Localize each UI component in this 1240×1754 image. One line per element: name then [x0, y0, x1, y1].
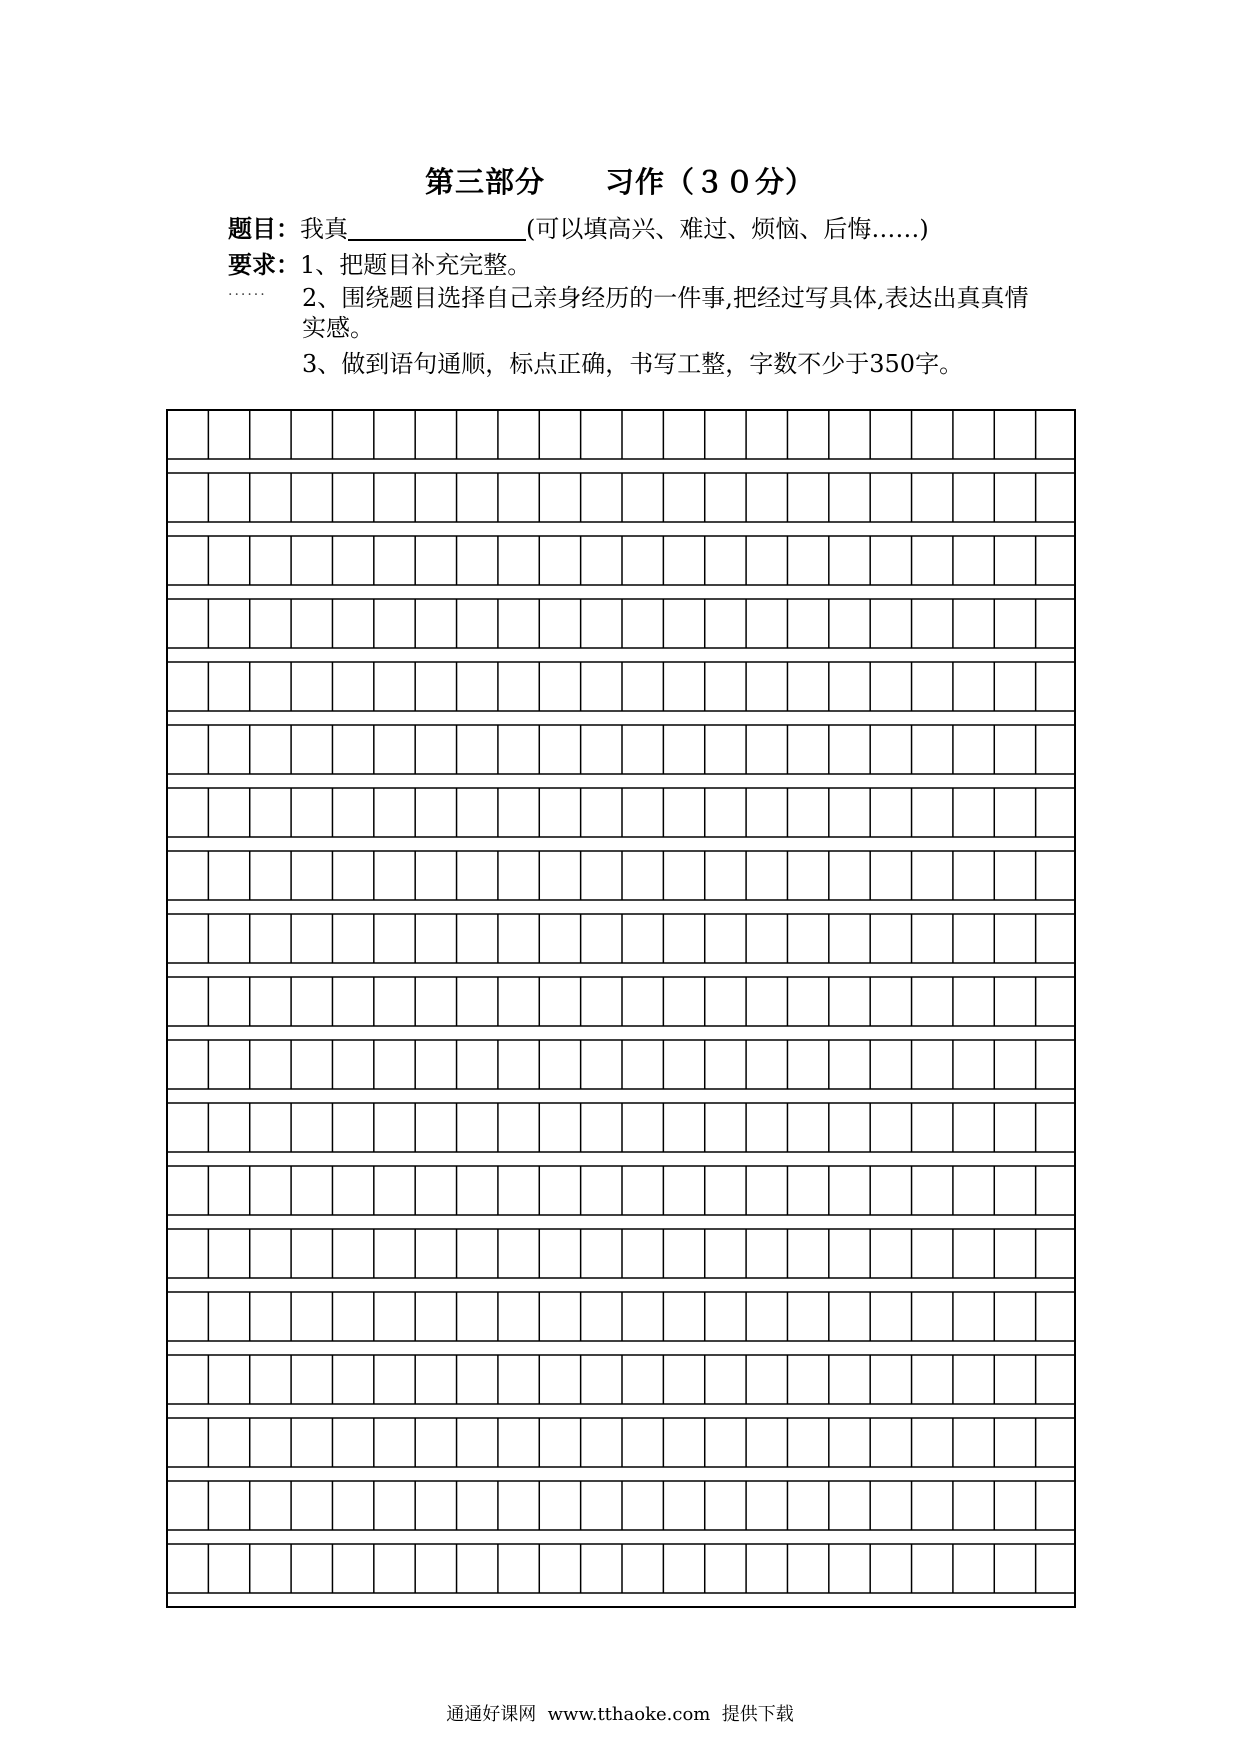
requirement-item-3: 3、做到语句通顺，标点正确，书写工整，字数不少于350字。: [302, 350, 964, 378]
topic-label: 题目：: [228, 215, 300, 243]
footer: 通通好课网 www.tthaoke.com 提供下载: [446, 1704, 794, 1725]
writing-grid-svg[interactable]: [166, 409, 1076, 1608]
requirement-line-1: [228, 250, 531, 280]
writing-grid[interactable]: [166, 409, 1076, 1608]
topic-blank[interactable]: [348, 215, 526, 241]
requirement-item-2-cont: 实感。: [302, 314, 374, 342]
topic-hint: (可以填高兴、难过、烦恼、后悔……): [526, 215, 929, 243]
grid-border: [167, 410, 1075, 1607]
requirement-item-2: 2、围绕题目选择自己亲身经历的一件事,把经过写具体,表达出真真情: [302, 284, 1029, 312]
topic-prefix: 我真: [300, 215, 348, 243]
page-title: 第三部分 习作（３０分）: [424, 165, 815, 199]
requirement-item-1: 1、把题目补充完整。: [300, 251, 532, 279]
indent-dots: ......: [228, 283, 267, 299]
topic-line: [228, 214, 929, 244]
requirements-label: 要求：: [228, 251, 300, 279]
